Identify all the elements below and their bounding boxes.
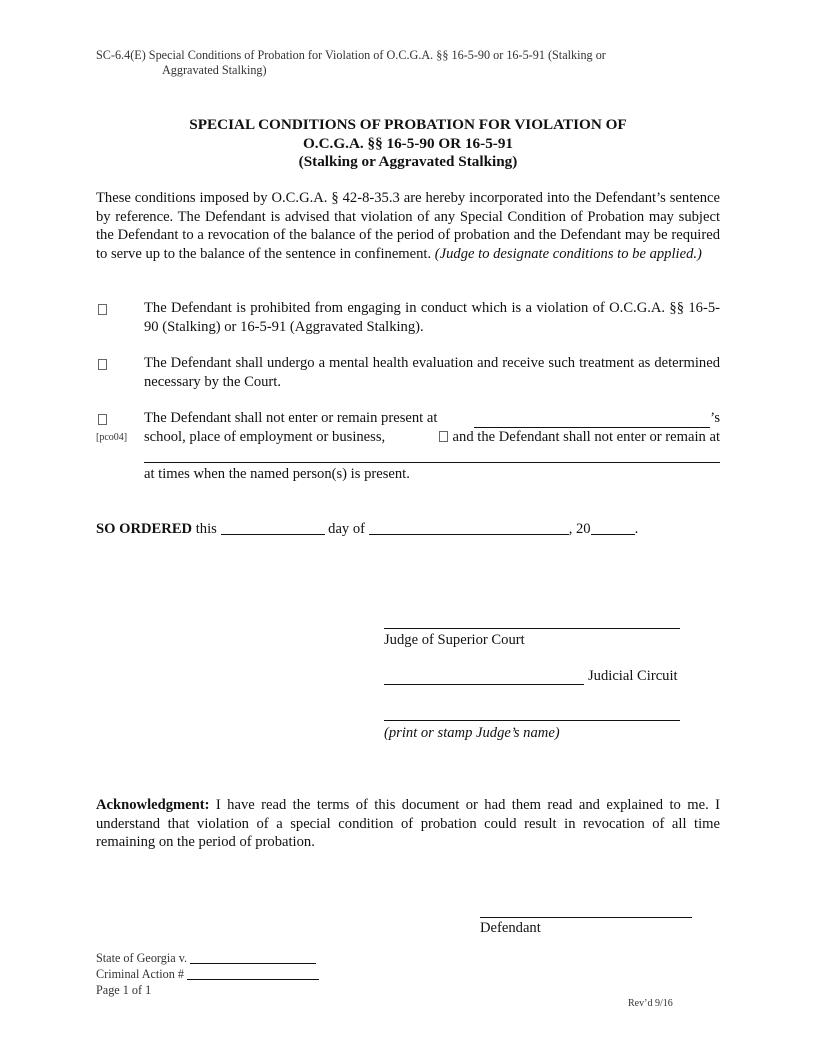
footer-action [96,966,319,982]
judge-name-field[interactable] [384,720,680,721]
intro-text: These conditions imposed by O.C.G.A. § 42-8-35.3 are hereby incorporated into the Defendant’s sentence by reference. The Defendant is advised that violation of any Special Condition of Probation may subject the Defendant to a revocation of the balance of the period of probation and the Defendant may be required to serve up to the balance of the sentence in confinement. [96,190,720,262]
footer-action-field[interactable] [187,967,319,980]
title-line-3: (Stalking or Aggravated Stalking) [298,153,518,170]
intro-judge-note: (Judge to designate conditions to be applied.) [434,245,702,262]
footer-state [96,950,316,966]
protected-person-field[interactable] [474,413,710,428]
footer-page: Page 1 of 1 [96,983,152,997]
defendant-label: Defendant [480,920,541,936]
condition-3-line1 [144,409,720,428]
so-ordered-line [96,520,720,539]
condition-3-tag: [pco04] [96,432,128,443]
condition-3-additional-checkbox[interactable] [439,431,448,442]
acknowledgment-text: I have read the terms of this document or had them read and explained to me. I understand that violation of a special condition of probation could result in revocation of all time remaining on the period of probation. [96,797,720,850]
acknowledgment-paragraph [96,796,720,852]
condition-3-text-b: ’s [710,410,720,426]
title-line-2: O.C.G.A. §§ 16-5-90 OR 16-5-91 [302,134,514,152]
condition-1-checkbox[interactable] [98,304,107,315]
form-header-line2: Aggravated Stalking) [162,63,267,77]
condition-3-text-e: at times when the named person(s) is present. [144,466,410,482]
form-header [96,48,736,78]
condition-3-text-d: and the Defendant shall not enter or remain at [452,428,720,445]
order-year-field[interactable] [591,520,635,535]
condition-3 [144,409,720,446]
form-header-line1: SC-6.4(E) Special Conditions of Probation for Violation of O.C.G.A. §§ 16-5-90 or 16-5-91 (Stalking or [96,48,606,62]
so-ordered-label: SO ORDERED [96,521,193,537]
condition-3-checkbox[interactable] [98,414,107,425]
order-day-field[interactable] [221,520,325,535]
condition-1 [144,299,720,336]
footer-revision: Rev’d 9/16 [628,998,673,1009]
so-ordered-year-prefix: , 20 [568,521,591,537]
footer-action-label: Criminal Action # [96,967,185,981]
judge-signature-line[interactable] [384,628,680,629]
judicial-circuit-field[interactable] [384,684,584,685]
judge-name-label: (print or stamp Judge’s name) [384,725,560,741]
circuit-label: Judicial Circuit [588,668,678,684]
so-ordered-period: . [634,521,639,537]
condition-3-line3 [144,465,720,484]
footer-state-label: State of Georgia v. [96,951,188,965]
condition-2-text: The Defendant shall undergo a mental health evaluation and receive such treatment as determined necessary by the Court. [144,355,720,390]
so-ordered-this: this [195,521,217,537]
so-ordered-day-of: day of [328,521,366,537]
condition-3-line2 [144,428,720,447]
additional-location-field[interactable] [144,462,720,463]
document-title [96,116,720,172]
condition-1-text: The Defendant is prohibited from engaging in conduct which is a violation of O.C.G.A. §§ 16-5-90 (Stalking) or 16-5-91 (Aggravated Stalking). [144,300,720,335]
footer-state-field[interactable] [190,951,316,964]
condition-2 [144,354,720,391]
judge-label: Judge of Superior Court [384,632,525,648]
title-line-1: SPECIAL CONDITIONS OF PROBATION FOR VIOLATION OF [189,116,627,133]
order-month-field[interactable] [369,520,569,535]
intro-paragraph [96,189,720,263]
condition-3-text-c: school, place of employment or business, [144,428,386,445]
acknowledgment-label: Acknowledgment: [96,797,210,813]
condition-2-checkbox[interactable] [98,359,107,370]
condition-3-text-a: The Defendant shall not enter or remain present at [144,410,438,426]
defendant-signature-line[interactable] [480,917,692,918]
